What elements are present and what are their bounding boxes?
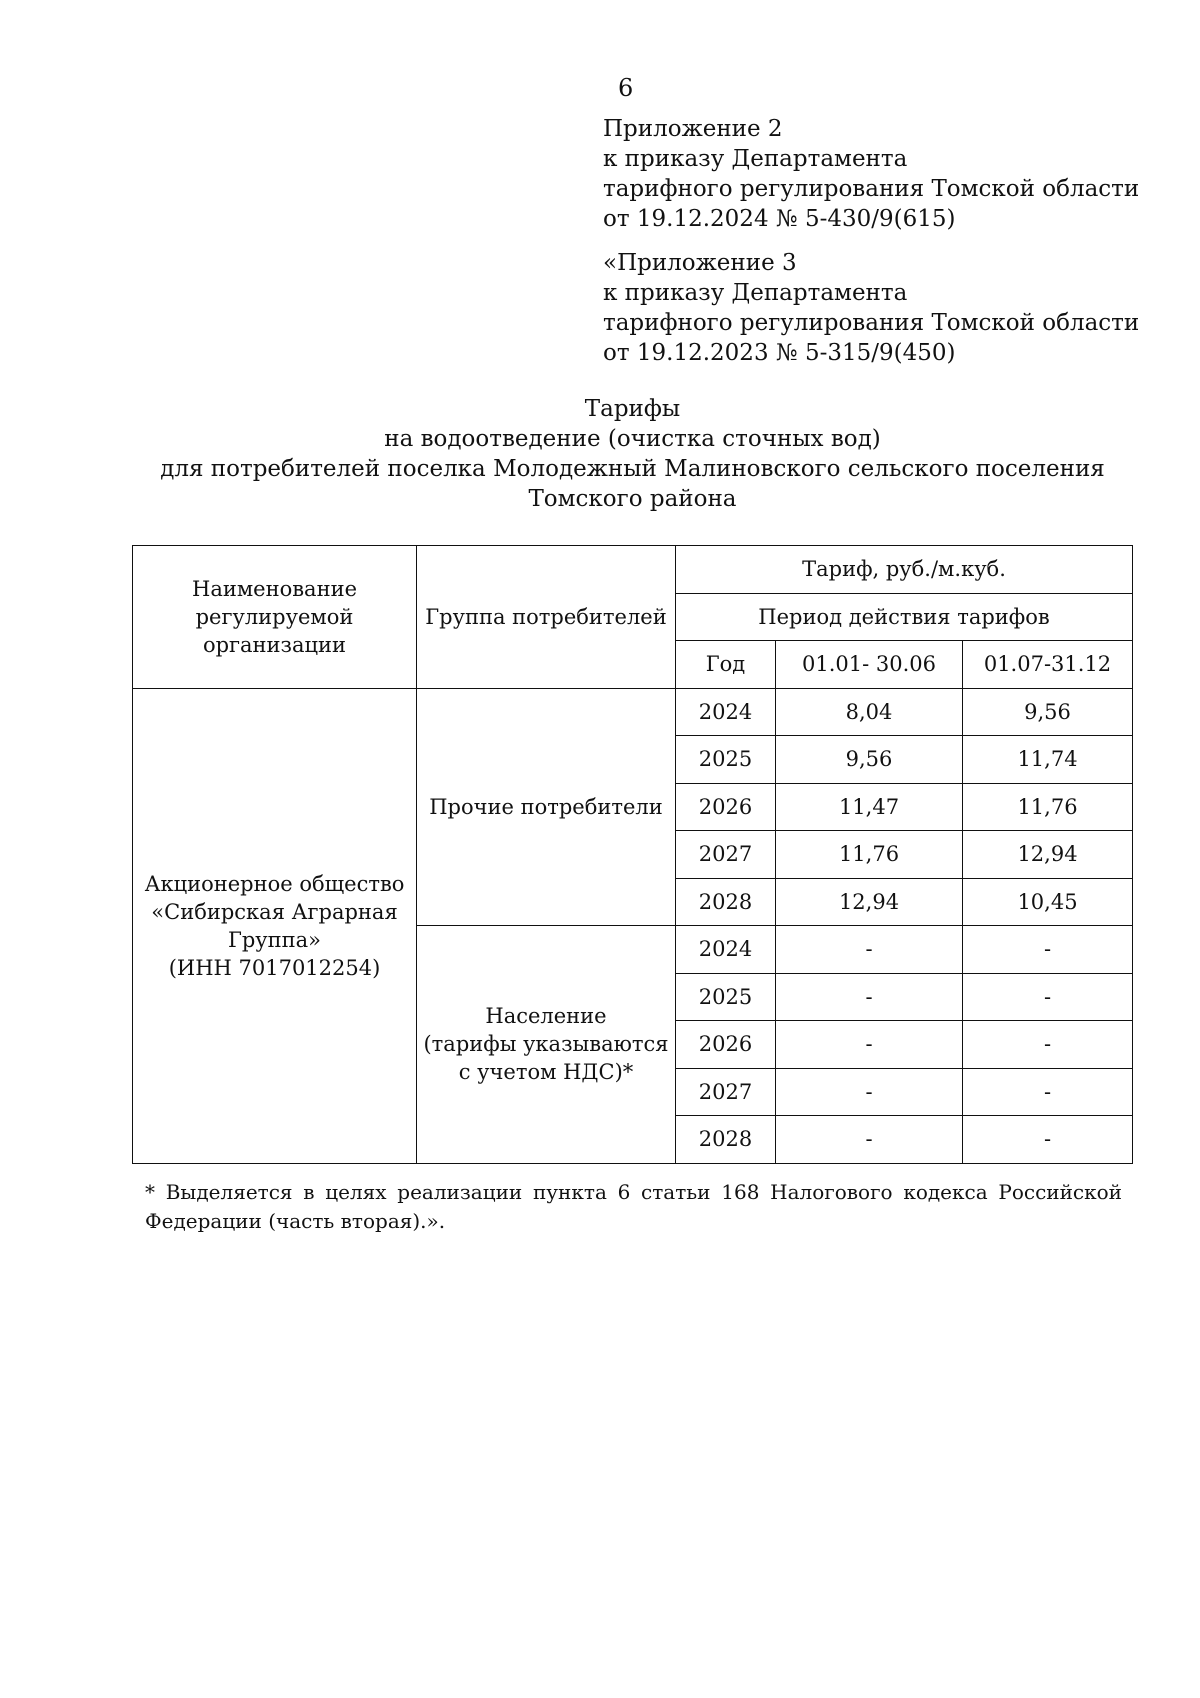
header-tariff: Тариф, руб./м.куб. <box>676 546 1133 594</box>
title-line: для потребителей поселка Молодежный Малиновского сельского поселения <box>160 456 1105 482</box>
tariff-half2-cell: - <box>963 926 1133 974</box>
tariff-half2-cell: 9,56 <box>963 688 1133 736</box>
year-cell: 2026 <box>676 783 776 831</box>
annex-previous-line: тарифного регулирования Томской области <box>603 310 1140 336</box>
annex-previous-line: от 19.12.2023 № 5-315/9(450) <box>603 340 956 366</box>
header-half2: 01.07-31.12 <box>963 641 1133 689</box>
tariff-half1-cell: - <box>776 926 963 974</box>
organization-line: Группа» <box>227 927 322 952</box>
consumer-group-line: Население <box>485 1004 607 1029</box>
annex-previous-line: «Приложение 3 <box>603 250 797 276</box>
annex-current-line: тарифного регулирования Томской области <box>603 176 1140 202</box>
title-line: на водоотведение (очистка сточных вод) <box>384 426 881 452</box>
year-cell: 2024 <box>676 926 776 974</box>
tariff-half1-cell: - <box>776 973 963 1021</box>
annex-current-line: Приложение 2 <box>603 116 783 142</box>
document-title <box>0 394 1200 514</box>
tariff-half1-cell: - <box>776 1068 963 1116</box>
year-cell: 2027 <box>676 1068 776 1116</box>
year-cell: 2028 <box>676 1116 776 1164</box>
tariff-half2-cell: - <box>963 1068 1133 1116</box>
annex-previous-header <box>603 248 1139 368</box>
year-cell: 2026 <box>676 1021 776 1069</box>
annex-previous-line: к приказу Департамента <box>603 280 908 306</box>
tariff-half1-cell: 12,94 <box>776 878 963 926</box>
year-cell: 2024 <box>676 688 776 736</box>
header-year: Год <box>676 641 776 689</box>
title-line: Томского района <box>528 486 737 512</box>
consumer-group-cell <box>417 688 676 926</box>
tariff-half1-cell: 8,04 <box>776 688 963 736</box>
tariff-half1-cell: 9,56 <box>776 736 963 784</box>
tariff-half1-cell: 11,76 <box>776 831 963 879</box>
tariff-half2-cell: - <box>963 973 1133 1021</box>
annex-current-header <box>603 114 1139 234</box>
organization-line: (ИНН 7017012254) <box>168 955 381 980</box>
tariff-half2-cell: 11,74 <box>963 736 1133 784</box>
year-cell: 2028 <box>676 878 776 926</box>
tariff-half1-cell: - <box>776 1021 963 1069</box>
tariff-half2-cell: 12,94 <box>963 831 1133 879</box>
tariff-table <box>132 545 1133 1164</box>
header-period: Период действия тарифов <box>676 593 1133 641</box>
tariff-half2-cell: 10,45 <box>963 878 1133 926</box>
annex-current-line: от 19.12.2024 № 5-430/9(615) <box>603 206 956 232</box>
tariff-half2-cell: - <box>963 1021 1133 1069</box>
header-half1: 01.01- 30.06 <box>776 641 963 689</box>
organization-line: Акционерное общество <box>144 871 405 896</box>
tariff-half1-cell: 11,47 <box>776 783 963 831</box>
tariff-half2-cell: - <box>963 1116 1133 1164</box>
footnote: * Выделяется в целях реализации пункта 6 статьи 168 Налогового кодекса Российской Федерации (часть вторая).». <box>145 1180 1122 1233</box>
table-row <box>133 688 1133 736</box>
header-consumer-group: Группа потребителей <box>417 546 676 689</box>
page-number: 6 <box>618 74 634 102</box>
consumer-group-cell <box>417 926 676 1164</box>
header-org-name: Наименование регулируемой организации <box>133 546 417 689</box>
year-cell: 2025 <box>676 736 776 784</box>
table-header-row <box>133 546 1133 594</box>
year-cell: 2025 <box>676 973 776 1021</box>
title-line: Тарифы <box>584 396 681 422</box>
consumer-group-line: (тарифы указываются <box>423 1032 669 1057</box>
consumer-group-line: с учетом НДС)* <box>458 1060 634 1085</box>
annex-current-line: к приказу Департамента <box>603 146 908 172</box>
organization-line: «Сибирская Аграрная <box>151 899 398 924</box>
organization-cell <box>133 688 417 1163</box>
consumer-group-line: Прочие потребители <box>429 794 663 819</box>
tariff-half2-cell: 11,76 <box>963 783 1133 831</box>
tariff-half1-cell: - <box>776 1116 963 1164</box>
year-cell: 2027 <box>676 831 776 879</box>
